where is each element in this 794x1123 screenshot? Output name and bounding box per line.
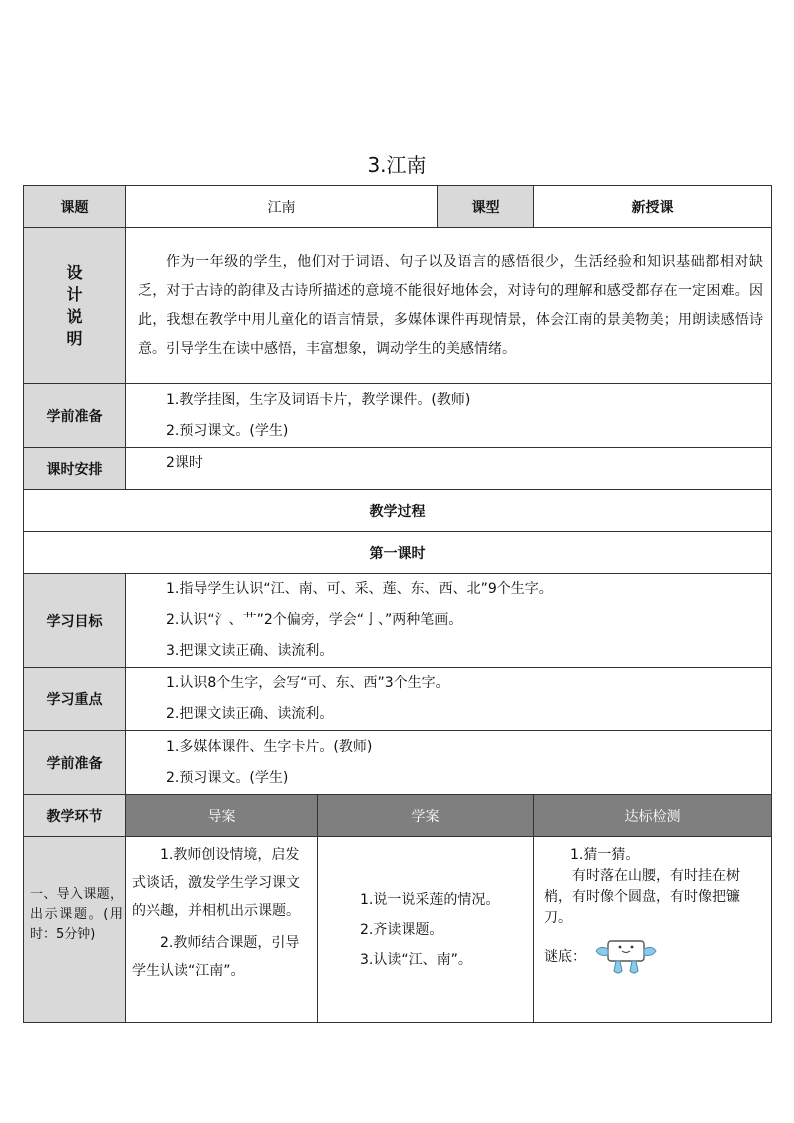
study-cell bbox=[318, 837, 534, 1023]
prep-label: 学前准备 bbox=[24, 384, 126, 448]
teaching-row bbox=[24, 837, 772, 1023]
study-item: 2.齐读课题。 bbox=[360, 921, 444, 938]
focus-label: 学习重点 bbox=[24, 668, 126, 731]
study-item: 1.说一说采莲的情况。 bbox=[360, 891, 500, 908]
design-text-cell bbox=[126, 228, 772, 384]
prep-item: 1.教学挂图，生字及词语卡片，教学课件。(教师) bbox=[166, 391, 471, 408]
goal-item: 1.指导学生认识“江、南、可、采、莲、东、西、北”9个生字。 bbox=[166, 581, 553, 597]
lesson-title: 第一课时 bbox=[24, 532, 772, 574]
goal-item: 3.把课文读正确、读流利。 bbox=[166, 643, 334, 659]
design-label-cell bbox=[24, 228, 126, 384]
lesson-prep-cell bbox=[126, 731, 772, 795]
riddle-answer-row bbox=[544, 935, 765, 979]
topic-value: 江南 bbox=[126, 186, 438, 228]
design-label: 设 计 说 明 bbox=[66, 262, 83, 348]
focus-row bbox=[24, 668, 772, 731]
check-content bbox=[534, 837, 771, 979]
goals-label: 学习目标 bbox=[24, 574, 126, 668]
check-heading: 1.猜一猜。 bbox=[570, 847, 640, 863]
schedule-row bbox=[24, 448, 772, 490]
focus-cell bbox=[126, 668, 772, 731]
topic-row bbox=[24, 186, 772, 228]
lesson-plan-table bbox=[23, 185, 772, 1023]
goals-row bbox=[24, 574, 772, 668]
lesson-prep-item: 1.多媒体课件、生字卡片。(教师) bbox=[166, 738, 373, 755]
schedule-value: 2课时 bbox=[166, 455, 203, 471]
stage-cell bbox=[24, 837, 126, 1023]
goals-cell bbox=[126, 574, 772, 668]
prep-cell bbox=[126, 384, 772, 448]
check-cell bbox=[534, 837, 772, 1023]
guide-item: 1.教师创设情境，启发式谈话，激发学生学习课文的兴趣，并相机出示课题。 bbox=[132, 847, 300, 919]
prep-item: 2.预习课文。(学生) bbox=[166, 422, 289, 439]
col-study-header: 学案 bbox=[318, 795, 534, 837]
col-check-header: 达标检测 bbox=[534, 795, 772, 837]
process-title: 教学过程 bbox=[24, 490, 772, 532]
topic-label: 课题 bbox=[24, 186, 126, 228]
type-label: 课型 bbox=[438, 186, 534, 228]
schedule-cell bbox=[126, 448, 772, 490]
focus-item: 2.把课文读正确、读流利。 bbox=[166, 706, 334, 722]
focus-item: 1.认识8个生字，会写“可、东、西”3个生字。 bbox=[166, 675, 450, 691]
lesson-title-row bbox=[24, 532, 772, 574]
cartoon-board-icon bbox=[590, 935, 662, 979]
col-stage-header: 教学环节 bbox=[24, 795, 126, 837]
design-row bbox=[24, 228, 772, 384]
lesson-prep-label: 学前准备 bbox=[24, 731, 126, 795]
guide-item: 2.教师结合课题，引导学生认读“江南”。 bbox=[132, 935, 300, 979]
columns-row bbox=[24, 795, 772, 837]
schedule-label: 课时安排 bbox=[24, 448, 126, 490]
page-title: 3.江南 bbox=[367, 153, 427, 177]
riddle-answer-label: 谜底： bbox=[544, 948, 586, 965]
prep-row bbox=[24, 384, 772, 448]
col-guide-header: 导案 bbox=[126, 795, 318, 837]
study-item: 3.认读“江、南”。 bbox=[360, 951, 472, 968]
lesson-prep-row bbox=[24, 731, 772, 795]
stage-text: 一、导入课题，出示课题。(用时：5分钟) bbox=[30, 887, 123, 942]
check-riddle: 有时落在山腰，有时挂在树梢，有时像个圆盘，有时像把镰刀。 bbox=[544, 868, 740, 926]
lesson-prep-item: 2.预习课文。(学生) bbox=[166, 769, 289, 786]
goal-item: 2.认识“氵、艹”2个偏旁，学会“亅、”两种笔画。 bbox=[166, 612, 463, 628]
process-title-row bbox=[24, 490, 772, 532]
design-text: 作为一年级的学生，他们对于词语、句子以及语言的感悟很少，生活经验和知识基础都相对缺乏，对于古诗的韵律及古诗所描述的意境不能很好地体会，对诗句的理解和感受都存在一定困难。因此，我想在教学中用儿童化的语言情景，多媒体课件再现情景，体会江南的景美物美；用朗读感悟诗意。引导学生在读中感悟，丰富想象，调动学生的美感情绪。 bbox=[138, 253, 763, 357]
type-value: 新授课 bbox=[534, 186, 772, 228]
guide-cell bbox=[126, 837, 318, 1023]
